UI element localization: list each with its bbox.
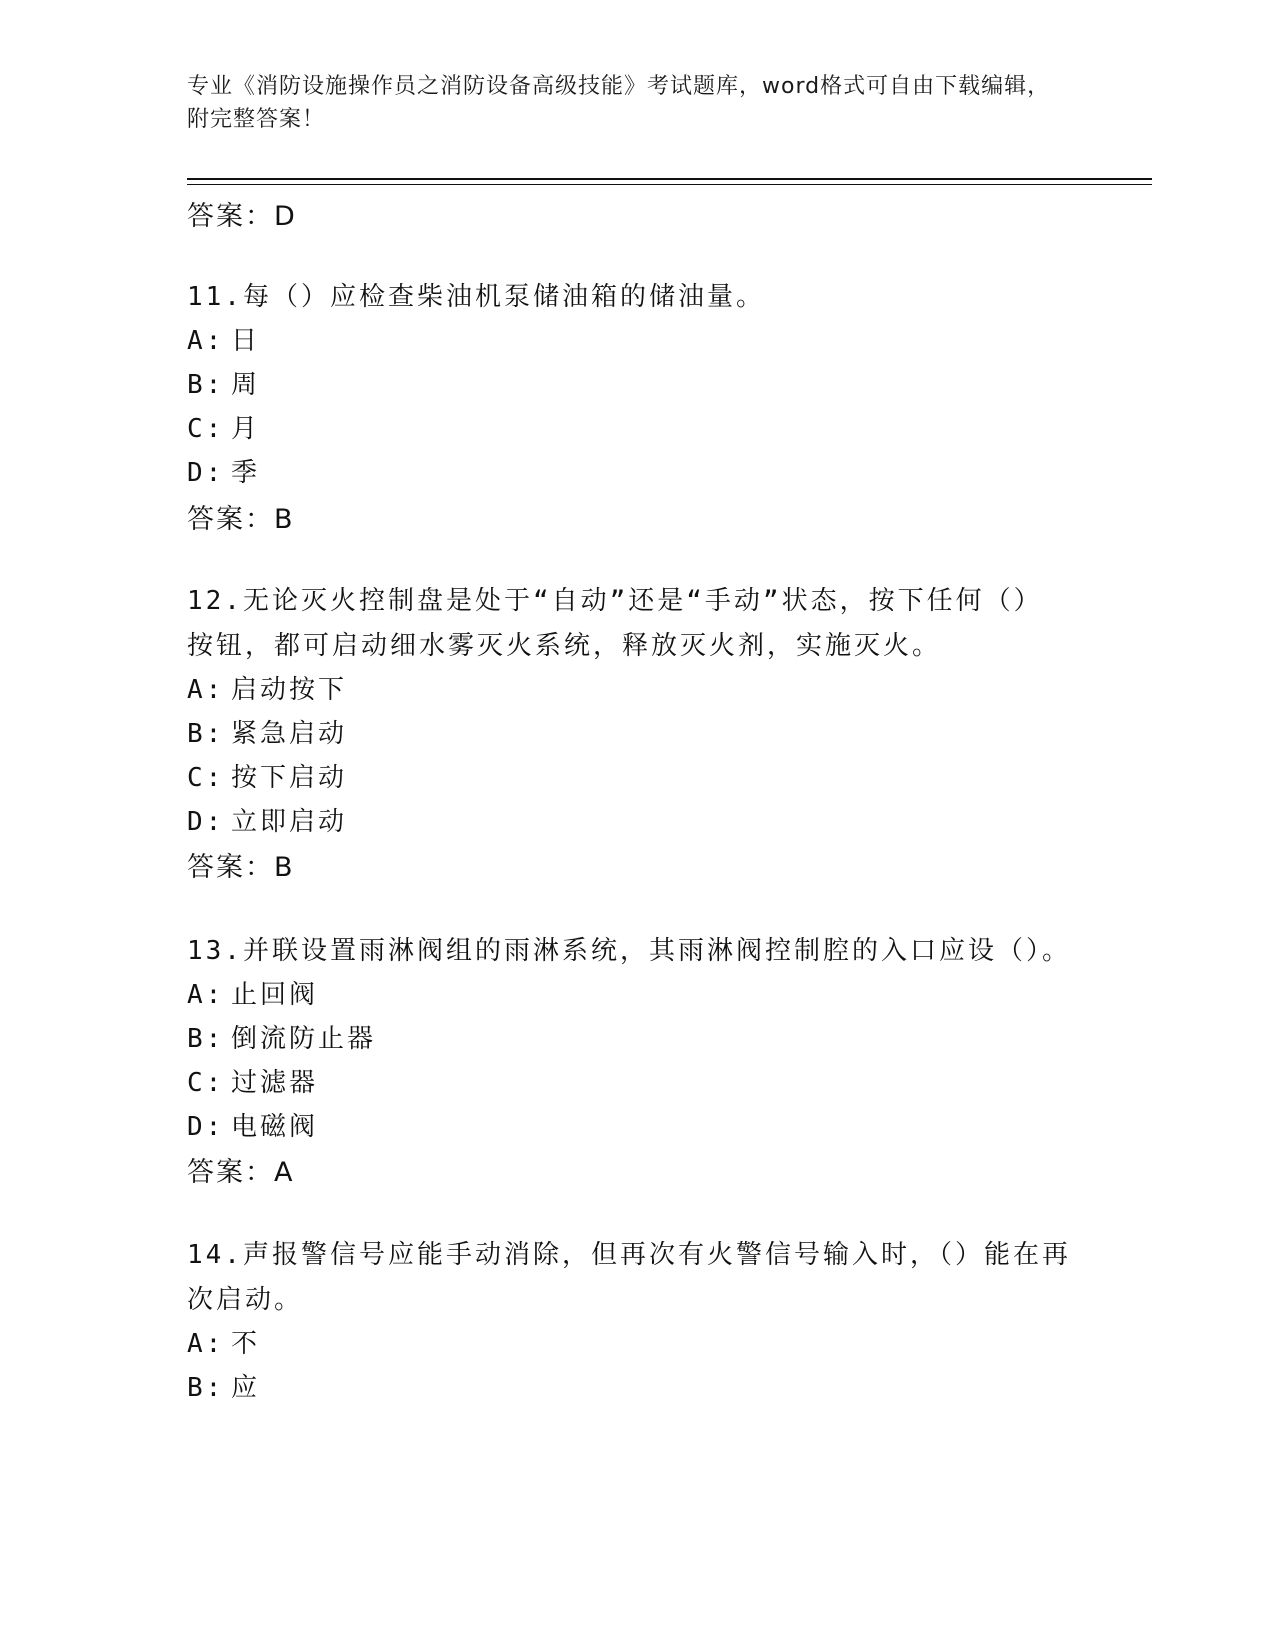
question-14-stem-line-1: 14.声报警信号应能手动消除，但再次有火警信号输入时，（）能在再 [187, 1240, 1071, 1270]
option-letter: D: [187, 1112, 225, 1142]
option-text: 按下启动 [231, 763, 348, 793]
option-letter: A: [187, 326, 225, 356]
option-letter: B: [187, 719, 225, 749]
question-12-option-a [187, 669, 347, 706]
option-text: 启动按下 [231, 675, 348, 705]
question-11-stem: 11.每（）应检查柴油机泵储油箱的储油量。 [187, 282, 765, 312]
option-text: 紧急启动 [231, 719, 348, 749]
option-text: 周 [231, 370, 261, 400]
option-letter: B: [187, 1024, 225, 1054]
question-13-option-b [187, 1018, 376, 1055]
option-letter: D: [187, 807, 225, 837]
question-13-stem: 13.并联设置雨淋阀组的雨淋系统，其雨淋阀控制腔的入口应设（）。 [187, 936, 1071, 966]
option-letter: A: [187, 1329, 225, 1359]
question-12-stem-line-1: 12.无论灭火控制盘是处于“自动”还是“手动”状态，按下任何（） [187, 586, 1043, 616]
question-12-answer: 答案：B [187, 852, 295, 883]
option-text: 季 [231, 458, 261, 488]
option-text: 倒流防止器 [231, 1024, 377, 1054]
question-11-answer: 答案：B [187, 504, 295, 535]
option-letter: A: [187, 675, 225, 705]
option-letter: A: [187, 980, 225, 1010]
option-text: 止回阀 [231, 980, 319, 1010]
option-text: 不 [231, 1329, 261, 1359]
question-12-option-b [187, 713, 347, 750]
question-14-stem-line-2: 次启动。 [187, 1285, 304, 1315]
option-letter: C: [187, 1068, 225, 1098]
option-text: 应 [231, 1373, 261, 1403]
question-11-option-c [187, 408, 260, 445]
prev-answer: 答案：D [187, 201, 297, 232]
option-letter: B: [187, 1373, 225, 1403]
option-text: 电磁阀 [231, 1112, 319, 1142]
option-text: 月 [231, 414, 261, 444]
option-letter: C: [187, 414, 225, 444]
header-rule-thin [187, 184, 1152, 185]
option-text: 日 [231, 326, 261, 356]
question-11-option-a [187, 320, 260, 357]
question-13-answer: 答案：A [187, 1157, 295, 1188]
option-letter: D: [187, 458, 225, 488]
question-11-option-b [187, 364, 260, 401]
header-rule-thick [187, 178, 1152, 180]
option-letter: C: [187, 763, 225, 793]
option-text: 立即启动 [231, 807, 348, 837]
question-13-option-c [187, 1062, 318, 1099]
question-12-option-d [187, 801, 347, 838]
option-text: 过滤器 [231, 1068, 319, 1098]
question-11-option-d [187, 452, 260, 489]
question-13-option-d [187, 1106, 318, 1143]
question-13-option-a [187, 974, 318, 1011]
question-12-stem-line-2: 按钮，都可启动细水雾灭火系统，释放灭火剂，实施灭火。 [187, 631, 942, 661]
document-header: 专业《消防设施操作员之消防设备高级技能》考试题库，word格式可自由下载编辑，附完整答案！ [187, 74, 1051, 132]
question-12-option-c [187, 757, 347, 794]
option-letter: B: [187, 370, 225, 400]
question-14-option-a [187, 1323, 260, 1360]
question-14-option-b [187, 1367, 260, 1404]
